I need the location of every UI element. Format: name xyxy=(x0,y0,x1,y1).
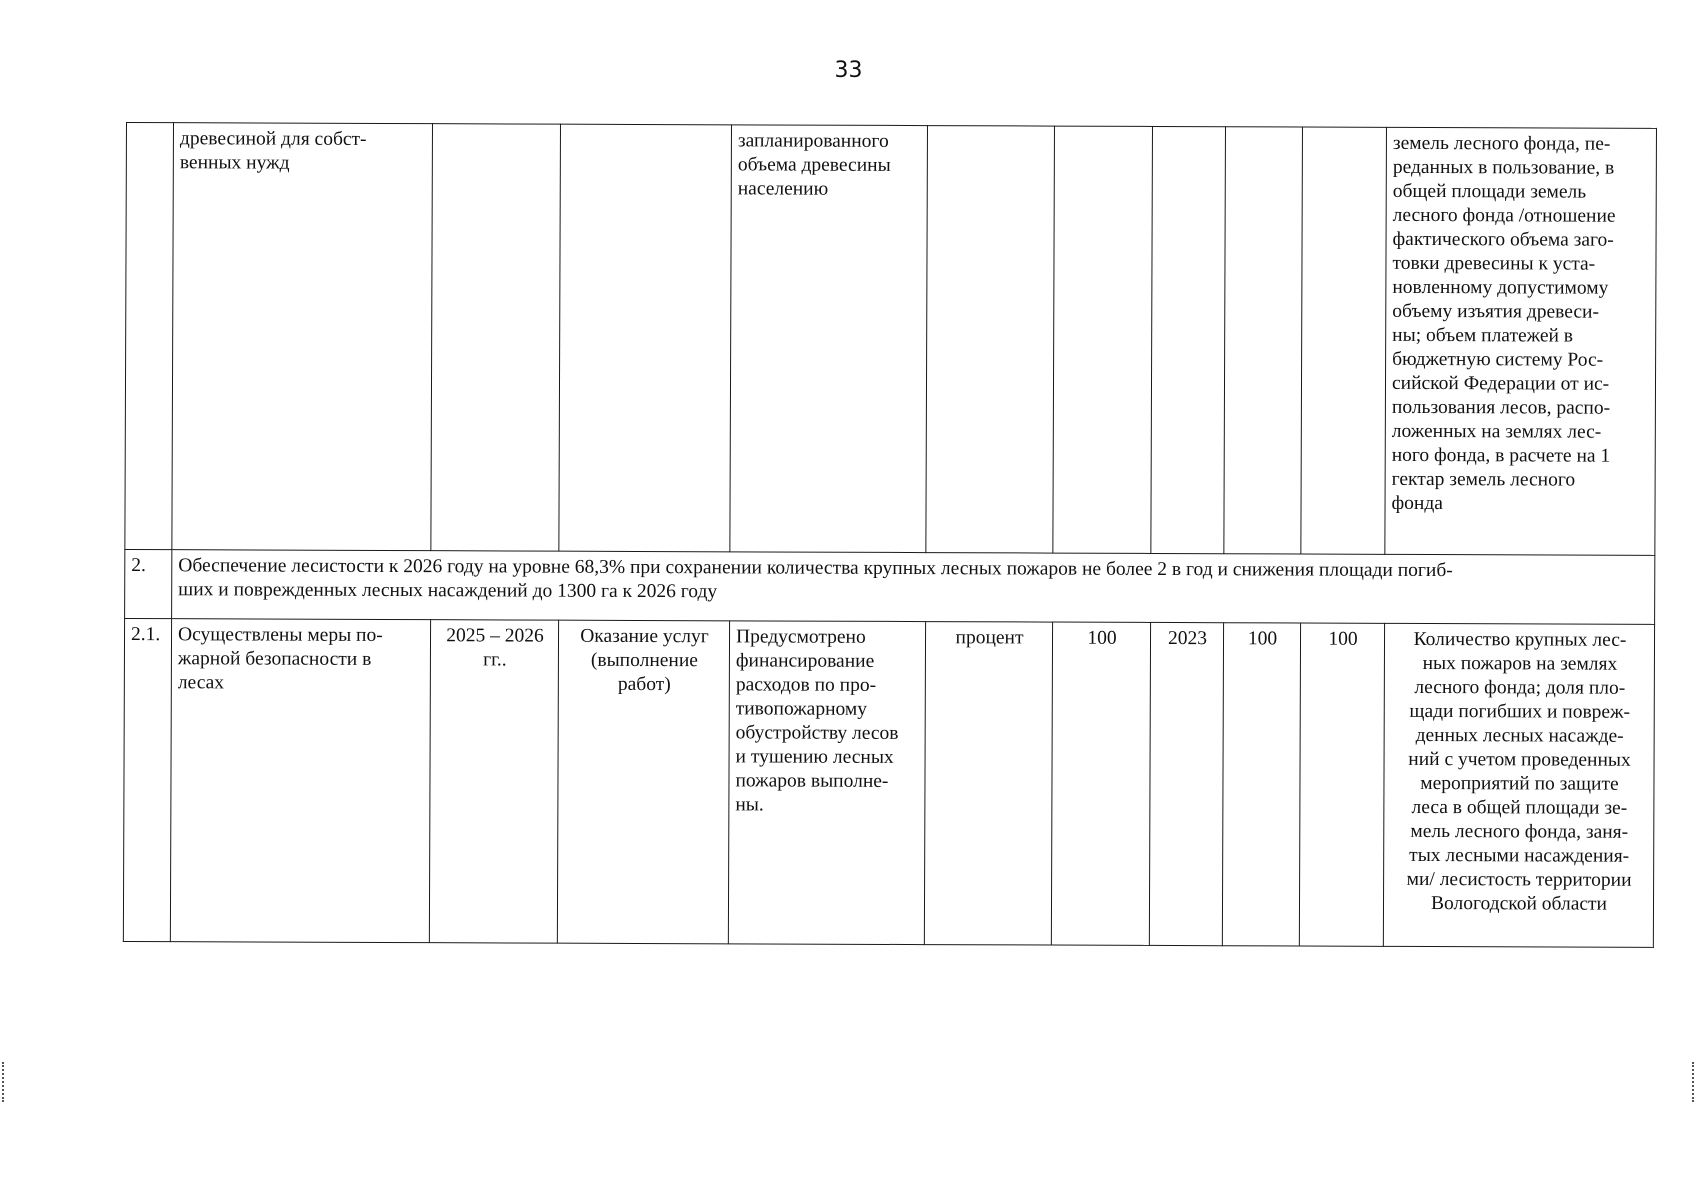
item-base-year: 2023 xyxy=(1149,622,1223,945)
item-number: 2.1. xyxy=(123,618,171,941)
cell-text-line: ми/ лесистость территории xyxy=(1406,868,1632,891)
item-name xyxy=(170,619,430,943)
cell-text-line: бюджетную систему Рос- xyxy=(1392,348,1604,371)
cell-text-line: тых лесными насаждения- xyxy=(1409,844,1630,867)
cell-name xyxy=(172,123,433,551)
item-unit: процент xyxy=(924,622,1052,945)
cell-text-line: обустройству лесов xyxy=(735,722,899,744)
cell-text-line: объему изъятия древеси- xyxy=(1392,300,1600,323)
cell-text-line: лесного фонда; доля пло- xyxy=(1414,676,1626,699)
cell-text-line: ного фонда, в расчете на 1 xyxy=(1391,444,1611,467)
cell-value-2026 xyxy=(1301,127,1387,554)
cell-text-line: ных пожаров на землях xyxy=(1422,652,1618,675)
cell-period xyxy=(431,124,561,551)
item-description xyxy=(728,621,925,945)
cell-text-line: сийской Федерации от ис- xyxy=(1391,372,1610,395)
program-table xyxy=(123,122,1657,948)
cell-text-line: запланированного xyxy=(737,130,889,152)
cell-text-line: работ) xyxy=(617,673,671,696)
cell-text-line: тивопожарному xyxy=(735,698,868,720)
item-type xyxy=(557,620,729,944)
page-number: 33 xyxy=(834,58,863,83)
cell-text-line: щади погибших и повреж- xyxy=(1409,700,1631,723)
cell-text-line: товки древесины к уста- xyxy=(1392,252,1596,275)
cell-text-line: реданных в пользование, в xyxy=(1392,156,1615,179)
cell-text-line: гектар земель лесного xyxy=(1391,468,1576,491)
cell-description xyxy=(730,125,928,553)
cell-text-line: фонда xyxy=(1391,492,1443,515)
cell-unit xyxy=(926,126,1055,553)
cell-text-line: и тушению лесных xyxy=(735,746,894,768)
table-row-section xyxy=(125,549,1655,624)
cell-text-line: ны. xyxy=(735,794,764,816)
cell-text-line: общей площади земель xyxy=(1392,180,1587,203)
cell-text-line: фактического объема заго- xyxy=(1392,228,1614,251)
cell-text-line: ний с учетом проведенных xyxy=(1408,748,1631,771)
cell-text-line: новленному допустимому xyxy=(1392,276,1609,299)
cell-text-line: лесного фонда /отношение xyxy=(1392,204,1616,227)
cell-text-line: лесах xyxy=(177,672,225,694)
cell-number xyxy=(125,123,174,550)
cell-base-value xyxy=(1053,126,1153,553)
cell-text-line: Количество крупных лес- xyxy=(1413,628,1627,651)
section-title-line: ших и поврежденных лесных насаждений до 1300 га к 2026 году xyxy=(178,579,718,603)
item-base-value: 100 xyxy=(1051,622,1150,945)
cell-text-line: гг.. xyxy=(483,649,507,671)
cell-text-line: леса в общей площади зе- xyxy=(1411,796,1628,819)
cell-value-2025 xyxy=(1224,127,1303,554)
cell-text-line: древесиной для собст- xyxy=(179,128,367,150)
cell-text-line: Вологодской области xyxy=(1430,893,1608,915)
cell-text-line: пожаров выполне- xyxy=(735,770,889,792)
cell-text-line: финансирование xyxy=(735,650,875,672)
cell-text-line: Оказание услуг xyxy=(580,625,709,648)
cell-text-line: населению xyxy=(737,178,829,200)
cell-type xyxy=(559,124,732,552)
cell-text-line: денных лесных насажде- xyxy=(1415,724,1624,747)
cell-text-line: 2025 – 2026 xyxy=(446,625,544,647)
cell-text-line: Предусмотрено xyxy=(735,626,866,648)
cell-text-line: расходов по про- xyxy=(735,674,877,696)
cell-text-line: венных нужд xyxy=(179,152,290,174)
item-value-2026: 100 xyxy=(1299,623,1384,946)
cell-text-line: ны; объем платежей в xyxy=(1392,324,1574,347)
cell-text-line: земель лесного фонда, пе- xyxy=(1392,132,1611,155)
cell-text-line: мероприятий по защите xyxy=(1420,772,1619,795)
section-title xyxy=(172,550,1655,625)
cell-text-line: пользования лесов, распо- xyxy=(1391,396,1611,419)
section-title-line: Обеспечение лесистости к 2026 году на уровне 68,3% при сохранении количества крупных лесных пожаров не более 2 в год и снижения площади погиб- xyxy=(178,555,1453,582)
cell-base-year xyxy=(1151,126,1226,553)
cell-text-line: Осуществлены меры по- xyxy=(177,624,383,646)
table-row-item xyxy=(123,618,1654,947)
item-period xyxy=(429,620,558,943)
scan-edge-mark-right xyxy=(1692,1062,1696,1102)
scan-edge-mark-left xyxy=(2,1062,6,1102)
cell-text-line: объема древесины xyxy=(737,154,891,176)
section-number: 2. xyxy=(125,549,172,618)
cell-text-line: (выполнение xyxy=(590,649,699,672)
table-row-continuation xyxy=(125,123,1657,556)
cell-text-line: мель лесного фонда, заня- xyxy=(1410,820,1629,843)
item-indicator xyxy=(1383,623,1654,947)
item-value-2025: 100 xyxy=(1222,623,1300,946)
cell-indicator xyxy=(1385,127,1657,555)
cell-text-line: жарной безопасности в xyxy=(177,648,372,670)
cell-text-line: ложенных на землях лес- xyxy=(1391,420,1602,443)
